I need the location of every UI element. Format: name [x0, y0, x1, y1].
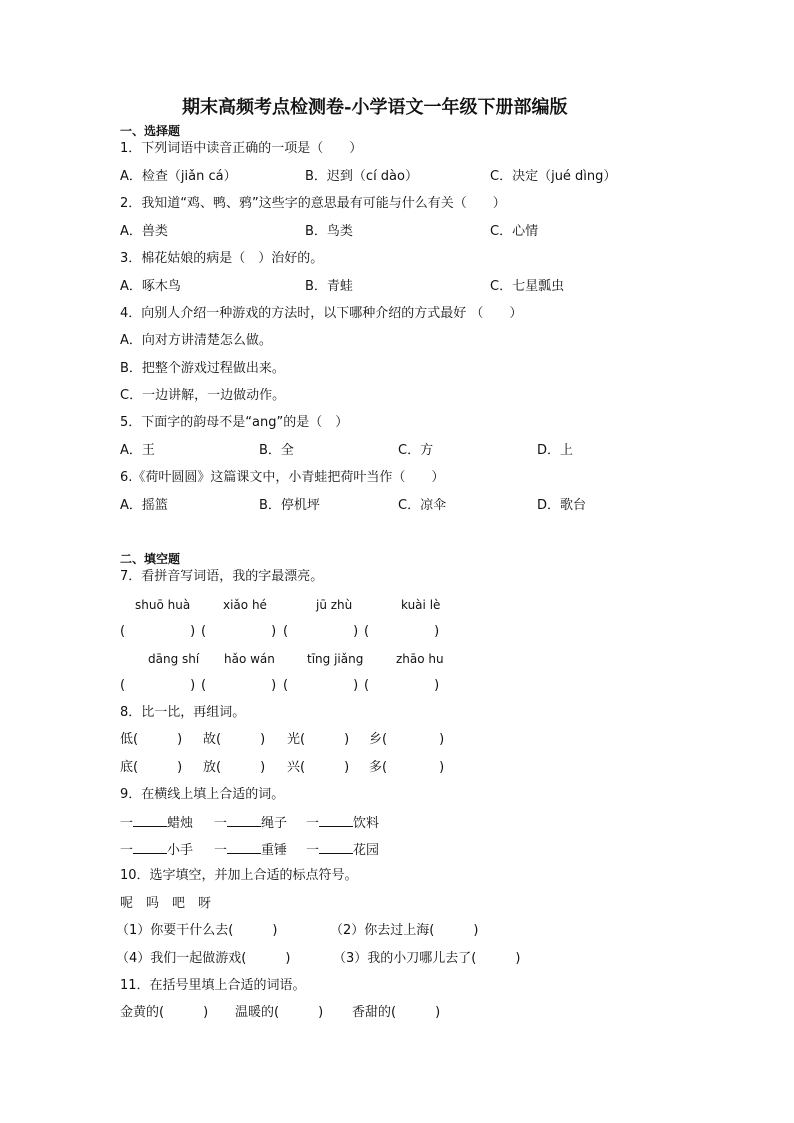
answer-bracket: ( ) — [201, 624, 277, 639]
option: C．凉伞 — [398, 498, 447, 513]
sentence-item: （2）你去过上海( ) — [330, 923, 479, 938]
choice-characters: 呢 吗 吧 呀 — [120, 896, 212, 911]
fill-item — [120, 841, 193, 859]
noun: 重锤 — [261, 843, 288, 858]
pinyin: shuō huà — [135, 598, 191, 612]
phrase-item: 温暖的( ) — [235, 1005, 324, 1020]
option: B．把整个游戏过程做出来。 — [120, 361, 285, 376]
fill-item — [120, 814, 193, 832]
option: B．全 — [259, 443, 294, 458]
question-stem: 7．看拼音写词语，我的字最漂亮。 — [120, 569, 324, 584]
answer-line — [227, 814, 261, 827]
noun: 花园 — [353, 843, 380, 858]
question-stem: 1．下列词语中读音正确的一项是（ ） — [120, 141, 363, 156]
word-pair: 多( ) — [369, 760, 445, 775]
option: C．心情 — [490, 224, 539, 239]
answer-line — [133, 841, 167, 854]
option: A．王 — [120, 443, 155, 458]
pinyin: dāng shí — [148, 652, 200, 666]
answer-bracket: ( ) — [283, 678, 359, 693]
noun: 小手 — [167, 843, 194, 858]
answer-bracket: ( ) — [283, 624, 359, 639]
answer-bracket: ( ) — [201, 678, 277, 693]
quantifier: 一 — [214, 843, 228, 858]
answer-bracket: ( ) — [364, 624, 440, 639]
option: C．决定（jué dìng） — [490, 169, 617, 184]
word-pair: 兴( ) — [287, 760, 350, 775]
option: D．上 — [537, 443, 574, 458]
option: B．停机坪 — [259, 498, 320, 513]
word-pair: 底( ) — [120, 760, 183, 775]
option: D．歌台 — [537, 498, 587, 513]
fill-item — [214, 814, 287, 832]
question-stem: 8．比一比，再组词。 — [120, 705, 246, 720]
phrase-item: 香甜的( ) — [352, 1005, 441, 1020]
question-stem: 9．在横线上填上合适的词。 — [120, 787, 285, 802]
pinyin: kuài lè — [401, 598, 441, 612]
question-stem: 11．在括号里填上合适的词语。 — [120, 978, 306, 993]
option: A．兽类 — [120, 224, 168, 239]
page-title: 期末高频考点检测卷-小学语文一年级下册部编版 — [182, 97, 568, 118]
sentence-item: （4）我们一起做游戏( ) — [116, 951, 291, 966]
fill-item — [306, 814, 379, 832]
answer-line — [319, 814, 353, 827]
answer-line — [133, 814, 167, 827]
answer-line — [227, 841, 261, 854]
quantifier: 一 — [306, 816, 320, 831]
fill-item — [306, 841, 379, 859]
question-stem: 2．我知道“鸡、鸭、鸦”这些字的意思最有可能与什么有关（ ） — [120, 196, 506, 211]
section-heading-fill: 二、填空题 — [120, 552, 181, 566]
option: B．鸟类 — [305, 224, 353, 239]
pinyin: tīng jiǎng — [307, 652, 364, 666]
option: A．向对方讲清楚怎么做。 — [120, 333, 272, 348]
option: B．青蛙 — [305, 279, 353, 294]
quantifier: 一 — [306, 843, 320, 858]
section-heading-choice: 一、选择题 — [120, 124, 181, 138]
pinyin: xiǎo hé — [223, 598, 267, 612]
question-stem: 10．选字填空，并加上合适的标点符号。 — [120, 868, 358, 883]
quantifier: 一 — [120, 843, 134, 858]
word-pair: 低( ) — [120, 732, 183, 747]
noun: 绳子 — [261, 816, 288, 831]
sentence-item: （3）我的小刀哪儿去了( ) — [333, 951, 521, 966]
pinyin: jū zhù — [316, 598, 353, 612]
answer-bracket: ( ) — [120, 678, 196, 693]
phrase-item: 金黄的( ) — [120, 1005, 209, 1020]
question-stem: 3．棉花姑娘的病是（ ）治好的。 — [120, 251, 324, 266]
option: A．摇篮 — [120, 498, 168, 513]
quantifier: 一 — [214, 816, 228, 831]
word-pair: 放( ) — [203, 760, 266, 775]
question-stem: 4．向别人介绍一种游戏的方法时，以下哪种介绍的方式最好 （ ） — [120, 306, 523, 321]
noun: 饮料 — [353, 816, 380, 831]
option: C．七星瓢虫 — [490, 279, 565, 294]
question-stem: 6.《荷叶圆圆》这篇课文中，小青蛙把荷叶当作（ ） — [120, 470, 445, 485]
word-pair: 光( ) — [287, 732, 350, 747]
word-pair: 故( ) — [203, 732, 266, 747]
option: C．一边讲解，一边做动作。 — [120, 388, 286, 403]
pinyin: zhāo hu — [396, 652, 444, 666]
option: A．检查（jiǎn cá） — [120, 169, 237, 184]
quantifier: 一 — [120, 816, 134, 831]
option: A．啄木鸟 — [120, 279, 181, 294]
option: C．方 — [398, 443, 434, 458]
question-stem: 5．下面字的韵母不是“ang”的是（ ） — [120, 415, 349, 430]
option: B．迟到（cí dào） — [305, 169, 418, 184]
fill-item — [214, 841, 287, 859]
word-pair: 乡( ) — [369, 732, 445, 747]
pinyin: hǎo wán — [224, 652, 275, 666]
answer-bracket: ( ) — [120, 624, 196, 639]
sentence-item: （1）你要干什么去( ) — [116, 923, 278, 938]
noun: 蜡烛 — [167, 816, 194, 831]
answer-line — [319, 841, 353, 854]
answer-bracket: ( ) — [364, 678, 440, 693]
